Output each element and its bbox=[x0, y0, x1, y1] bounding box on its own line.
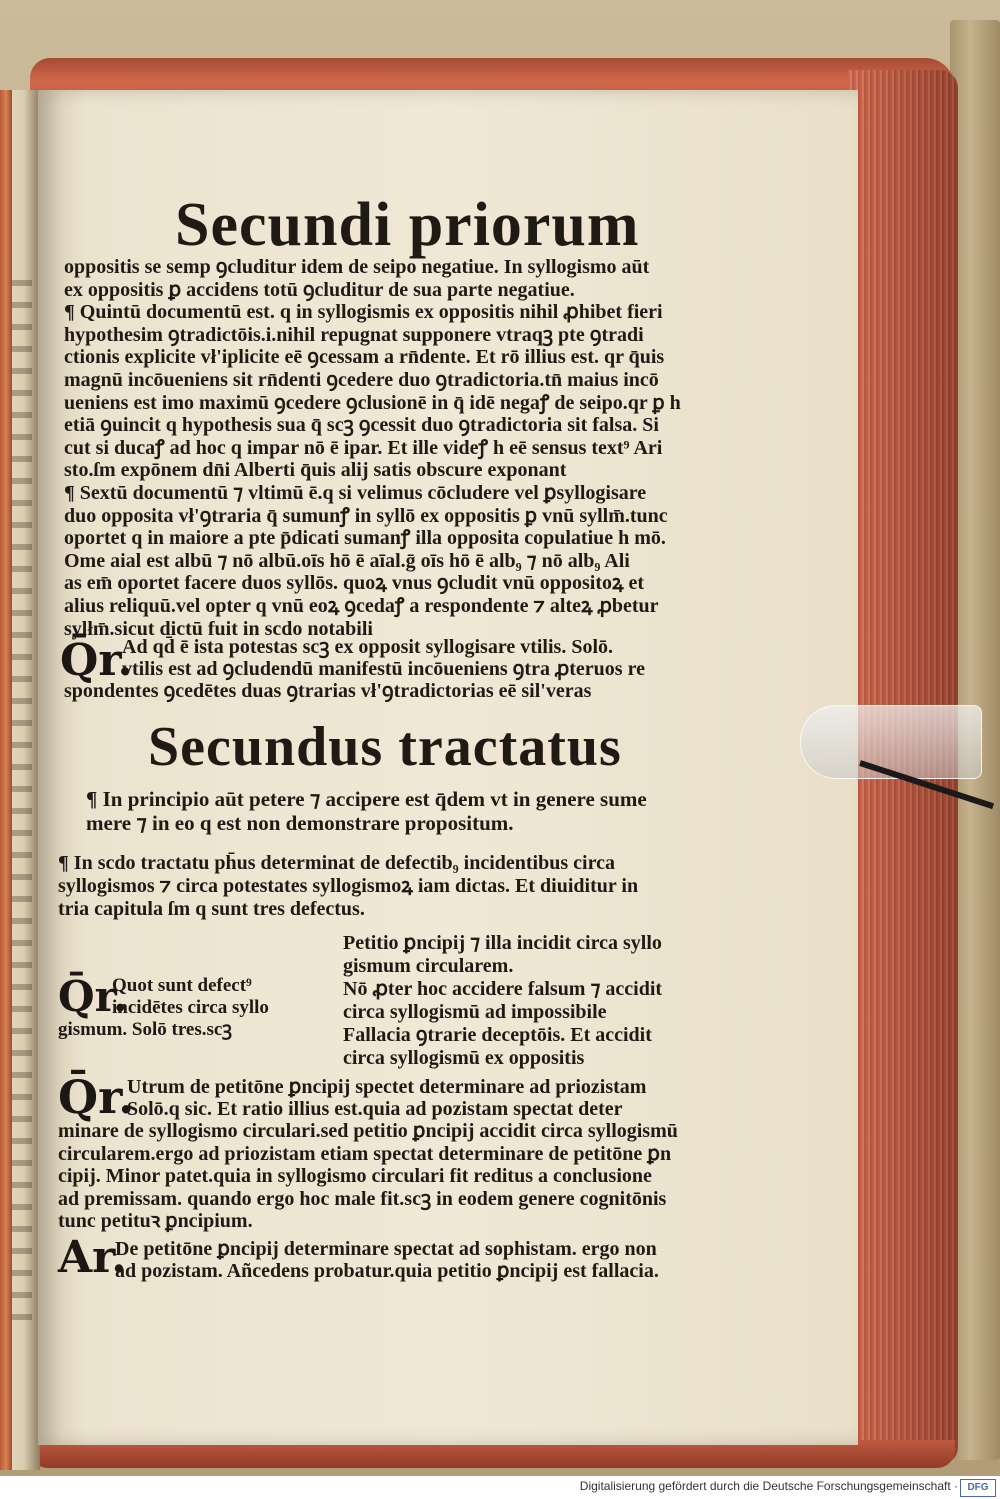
text-line: duo opposita vł'ꝯtraria q̄ sumunꝭ in syllō ex oppositis ꝑ vnū syllm̄.tunc bbox=[64, 504, 668, 527]
text-line: Utrum de petitōne ꝑncipij spectet determinare ad priozistam bbox=[127, 1076, 647, 1098]
text-line: etiā ꝯuincit q hypothesis sua q̄ scꝫ ꝯcessit duo ꝯtradictoria sit falsa. Si bbox=[64, 414, 659, 437]
text-line: ueniens est imo maximū ꝯcedere ꝯclusionē in q̄ idē negaꝭ de seipo.qr ꝑ h bbox=[64, 391, 681, 414]
text-line: Fallacia ꝯtrarie deceptōis. Et accidit bbox=[343, 1024, 652, 1046]
text-line: tunc petituꝛ ꝑncipium. bbox=[58, 1210, 253, 1232]
text-line: Ad qd̄ ē ista potestas scꝫ ex opposit syllogisare vtilis. Solō. bbox=[122, 636, 614, 658]
text-line: De petitōne ꝑncipij determinare spectat ad sophistam. ergo non bbox=[115, 1238, 657, 1260]
dfg-logo: DFG bbox=[960, 1479, 996, 1497]
text-line: gismum circularem. bbox=[343, 955, 514, 977]
question-initial: Q̄r. bbox=[58, 972, 128, 1021]
text-line: vtilis est ad ꝯcludendū manifestū incōueniens ꝯtra ꝓteruos re bbox=[122, 658, 645, 680]
text-line: Petitio ꝑncipij ⁊ illa incidit circa syllo bbox=[343, 932, 662, 954]
text-line: circularem.ergo ad priozistam etiam spectat determinare de petitōne ꝑn bbox=[58, 1142, 672, 1165]
question-2-continuation bbox=[58, 1019, 232, 1041]
text-line: syllogismos ⁊ circa potestates syllogismoꝝ iam dictas. Et diuiditur in bbox=[58, 875, 639, 897]
text-line: Nō ꝓter hoc accidere falsum ⁊ accidit bbox=[343, 978, 663, 1000]
text-line: circa syllogismū ad impossibile bbox=[343, 1001, 607, 1023]
text-line: tria capitula ſm q sunt tres defectus. bbox=[58, 898, 365, 920]
text-line: minare de syllogismo circulari.sed petitio ꝑncipij accidit circa syllogismū bbox=[58, 1120, 678, 1142]
footer-bar bbox=[0, 1476, 1000, 1499]
objection bbox=[115, 1238, 659, 1282]
incipit bbox=[86, 787, 647, 835]
text-line: cipij. Minor patet.quia in syllogismo circulari fit reditus a conclusione bbox=[58, 1165, 652, 1187]
text-line: cut si ducaꝭ ad hoc q impar nō ē ipar. Et ille videꝭ h eē sensus text⁹ Ari bbox=[64, 436, 663, 459]
paragraph-intro bbox=[58, 852, 638, 921]
text-line: alius reliquū.vel opter q vnū eoꝝ ꝯcedaꝭ a respondente ⁊ alteꝝ ꝓbetur bbox=[64, 594, 659, 617]
text-line: gismum. Solō tres.scꝫ bbox=[58, 1019, 233, 1040]
text-line: hypothesim ꝯtradictōis.i.nihil repugnat supponere vtraqꝫ pte ꝯtradi bbox=[64, 323, 644, 346]
text-line: ex oppositis ꝑ accidens totū ꝯcluditur de sua parte negatiue. bbox=[64, 278, 575, 301]
text-line: magnū incōueniens sit rn̄denti ꝯcedere duo ꝯtradictoria.tn̄ maius incō bbox=[64, 368, 659, 391]
text-line: sylłm̄.sicut dictū fuit in scdo notabili bbox=[64, 617, 373, 640]
text-line: ¶ In principio aūt petere ⁊ accipere est q̄dem vt in genere sume bbox=[86, 787, 647, 811]
footer-credit: Digitalisierung gefördert durch die Deutsche Forschungsgemeinschaft · bbox=[579, 1479, 958, 1493]
running-head: Secundi priorum bbox=[175, 191, 640, 259]
text-line: circa syllogismū ex oppositis bbox=[343, 1047, 585, 1069]
question-2 bbox=[112, 975, 269, 1019]
question-1 bbox=[122, 636, 645, 680]
text-line: sto.ſm expōnem dn̄i Alberti q̄uis alij satis obscure exponant bbox=[64, 459, 567, 482]
text-line: ad premissam. quando ergo hoc male fit.scꝫ in eodem genere cognitōnis bbox=[58, 1187, 667, 1210]
text-line: spondentes ꝯcedētes duas ꝯtrarias vł'ꝯtradictorias eē sil'veras bbox=[64, 680, 592, 702]
question-initial: Q̄r. bbox=[60, 635, 133, 686]
text-line: ad pozistam. Añcedens probatur.quia petitio ꝑncipij est fallacia. bbox=[115, 1260, 659, 1282]
question-3-continuation bbox=[58, 1120, 678, 1233]
text-line: as em̄ oportet facere duos syllōs. quoꝝ vnus ꝯcludit vnū oppositoꝝ et bbox=[64, 572, 645, 595]
text-line: mere ⁊ in eo q est non demonstrare propositum. bbox=[86, 811, 514, 835]
text-line: ¶ Sextū documentū ⁊ vltimū ē.q si velimus cōcludere vel ꝑsyllogisare bbox=[64, 481, 647, 504]
left-page-edge bbox=[0, 90, 12, 1470]
question-1-continuation bbox=[64, 680, 591, 702]
text-line: Ome aial est albū ⁊ nō albū.oīs hō ē aīal.ḡ oīs hō ē alb₉ ⁊ nō alb₉ Ali bbox=[64, 549, 630, 572]
text-line: Solō.q sic. Et ratio illius est.quia ad pozistam spectat deter bbox=[127, 1098, 623, 1120]
question-initial: Q̄r. bbox=[58, 1070, 135, 1124]
section-heading: Secundus tractatus bbox=[148, 716, 622, 778]
paragraph-1 bbox=[64, 256, 681, 640]
text-line: ¶ Quintū documentū est. q in syllogismis ex oppositis nihil ꝓhibet fieri bbox=[64, 301, 663, 324]
text-line: oportet q in maiore a pte p̄dicati sumanꝭ illa opposita copulatiue h mō. bbox=[64, 527, 666, 550]
text-line: incidētes circa syllo bbox=[112, 997, 269, 1018]
text-line: Quot sunt defect⁹ bbox=[112, 975, 252, 996]
objection-initial: Ar. bbox=[58, 1232, 127, 1283]
question-3 bbox=[127, 1076, 646, 1120]
page-clip bbox=[800, 705, 982, 779]
text-line: oppositis se semp ꝯcluditur idem de seipo negatiue. In syllogismo aūt bbox=[64, 256, 650, 278]
defects-list bbox=[343, 932, 662, 1070]
text-line: ctionis explicite vł'iplicite eē ꝯcessam a rn̄dente. Et rō illius est. qr q̄uis bbox=[64, 346, 665, 369]
text-line: ¶ In scdo tractatu ph̄us determinat de defectib₉ incidentibus circa bbox=[58, 852, 615, 874]
